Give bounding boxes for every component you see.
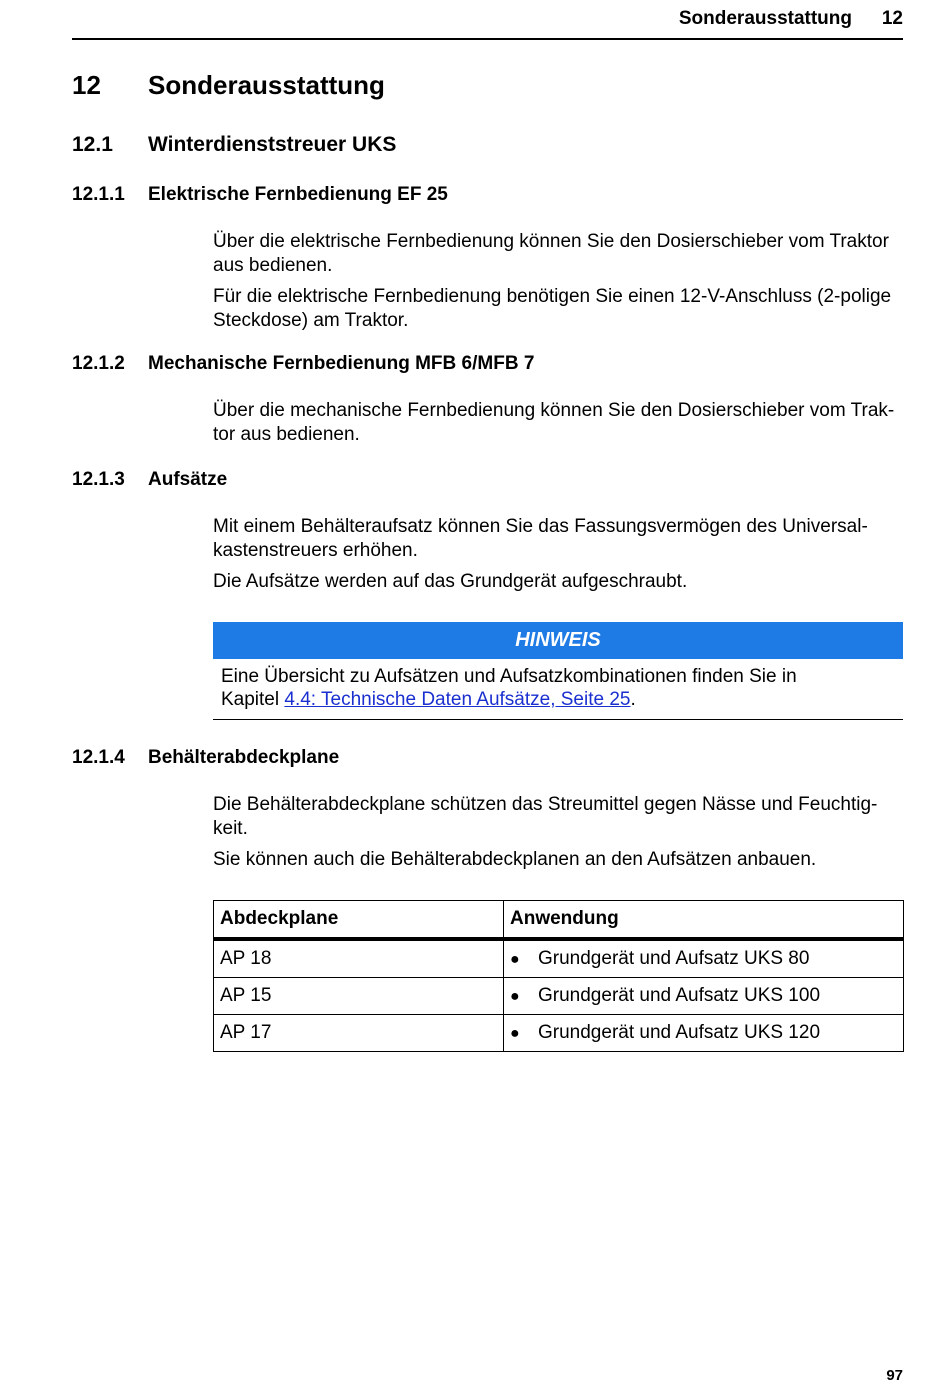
running-header-title: Sonderausstattung: [678, 8, 852, 29]
notice-line: [221, 688, 797, 711]
table-cell: [504, 939, 904, 978]
notice-heading: HINWEIS: [213, 622, 903, 659]
chapter-reference-link[interactable]: 4.4: Technische Daten Aufsätze, Seite 25: [284, 689, 631, 710]
table-cell: [504, 1015, 904, 1052]
paragraph-line: Sie können auch die Behälterabdeckplanen an den Aufsätzen anbauen.: [213, 849, 817, 870]
chapter-title: Sonderausstattung: [148, 70, 385, 100]
section-title: Winterdienststreuer UKS: [148, 133, 397, 156]
paragraph-line: Steckdose) am Traktor.: [213, 309, 409, 331]
paragraph-line: aus bedienen.: [213, 254, 333, 276]
paragraph-line: kastenstreuers erhöhen.: [213, 539, 418, 561]
paragraph: [213, 515, 903, 562]
section-number: 12.1: [72, 133, 113, 156]
table-row: [214, 1015, 904, 1052]
paragraph: [213, 793, 903, 840]
subsection-number: 12.1.4: [72, 747, 125, 768]
paragraph: [213, 848, 903, 872]
subsection-title: Elektrische Fernbedienung EF 25: [148, 184, 448, 205]
notice-text: .: [630, 689, 636, 710]
page-number: 97: [886, 1367, 903, 1384]
paragraph-line: Die Behälterabdeckplane schützen das Streumittel gegen Nässe und Feuchtig-: [213, 794, 878, 815]
paragraph-line: keit.: [213, 817, 248, 839]
cover-table: [213, 900, 904, 1052]
running-header-chapter: 12: [881, 8, 903, 29]
bullet-icon: ●: [510, 1025, 520, 1042]
table-cell: AP 17: [214, 1015, 504, 1052]
notice-line: Eine Übersicht zu Aufsätzen und Aufsatzkombinationen finden Sie in: [221, 666, 797, 687]
notice-bottom-rule: [213, 719, 903, 720]
paragraph: [213, 285, 903, 332]
paragraph-line: Für die elektrische Fernbedienung benötigen Sie einen 12-V-Anschluss (2-polige: [213, 286, 892, 307]
notice-text: Kapitel: [221, 689, 285, 710]
subsection-number: 12.1.2: [72, 353, 125, 374]
paragraph-line: Die Aufsätze werden auf das Grundgerät aufgeschraubt.: [213, 571, 688, 592]
table-cell-text: Grundgerät und Aufsatz UKS 80: [538, 948, 810, 969]
paragraph: [213, 570, 903, 594]
subsection-number: 12.1.3: [72, 469, 125, 490]
table-cell-text: Grundgerät und Aufsatz UKS 100: [538, 985, 821, 1006]
paragraph-line: Mit einem Behälteraufsatz können Sie das Fassungsvermögen des Universal-: [213, 516, 868, 537]
paragraph: [213, 230, 903, 277]
subsection-title: Mechanische Fernbedienung MFB 6/MFB 7: [148, 353, 535, 374]
table-row: [214, 939, 904, 978]
table-header-cell: Anwendung: [504, 901, 904, 940]
bullet-icon: ●: [510, 951, 520, 968]
paragraph: [213, 399, 903, 446]
subsection-number: 12.1.1: [72, 184, 125, 205]
table-header-row: [214, 901, 904, 940]
table-row: [214, 978, 904, 1015]
chapter-number: 12: [72, 70, 101, 100]
table-cell: AP 18: [214, 939, 504, 978]
table-cell: [504, 978, 904, 1015]
subsection-title: Behälterabdeckplane: [148, 747, 340, 768]
paragraph-line: tor aus bedienen.: [213, 423, 360, 445]
table-cell-text: Grundgerät und Aufsatz UKS 120: [538, 1022, 821, 1043]
table-header-cell: Abdeckplane: [214, 901, 504, 940]
table-cell: AP 15: [214, 978, 504, 1015]
subsection-title: Aufsätze: [148, 469, 228, 490]
paragraph-line: Über die mechanische Fernbedienung können Sie den Dosierschieber vom Trak-: [213, 400, 895, 421]
paragraph-line: Über die elektrische Fernbedienung können Sie den Dosierschieber vom Traktor: [213, 231, 889, 252]
bullet-icon: ●: [510, 988, 520, 1005]
header-rule: [72, 38, 903, 40]
notice-body: [221, 665, 797, 711]
